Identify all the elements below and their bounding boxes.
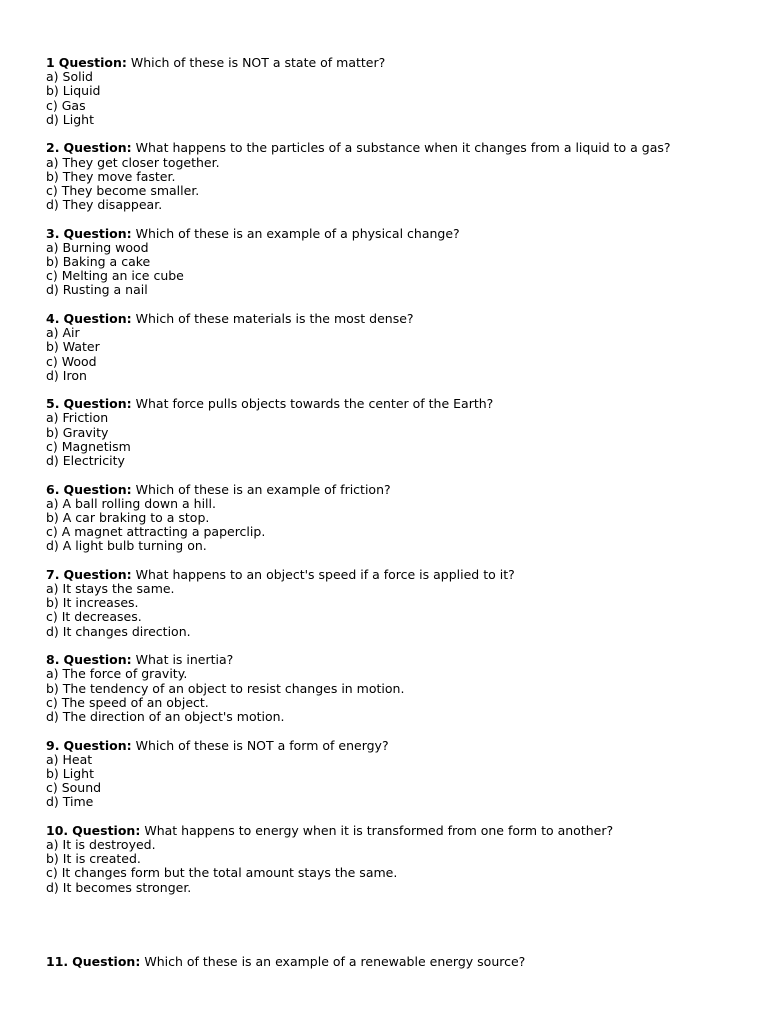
- question-number: 10.: [46, 822, 69, 838]
- question-block: [46, 739, 746, 810]
- question-number: 3.: [46, 225, 60, 241]
- answer-option: d) Electricity: [46, 453, 125, 469]
- question-text: Which of these is an example of a renewable energy source?: [144, 953, 526, 969]
- answer-option: a) They get closer together.: [46, 154, 220, 170]
- answer-option: d) Rusting a nail: [46, 282, 148, 298]
- question-text: Which of these is NOT a form of energy?: [135, 737, 389, 753]
- answer-option: a) A ball rolling down a hill.: [46, 495, 216, 511]
- question-label: Question:: [72, 822, 141, 838]
- question-label: Question:: [58, 55, 127, 70]
- answer-option: d) A light bulb turning on.: [46, 538, 207, 554]
- question-line: [46, 227, 746, 241]
- answer-option: b) It increases.: [46, 595, 139, 611]
- question-block: [46, 397, 746, 468]
- answer-option: c) Sound: [46, 780, 102, 796]
- question-number: 4.: [46, 310, 60, 326]
- question-number: 1: [46, 55, 55, 70]
- answer-option: d) They disappear.: [46, 197, 163, 213]
- answer-option: c) The speed of an object.: [46, 694, 209, 710]
- question-text: Which of these is an example of friction?: [135, 481, 391, 497]
- answer-option: a) Friction: [46, 410, 109, 426]
- question-label: Question:: [63, 652, 132, 668]
- question-text: What happens to the particles of a substance when it changes from a liquid to a gas?: [135, 140, 671, 156]
- answer-option: b) Light: [46, 765, 94, 781]
- question-number: 9.: [46, 737, 60, 753]
- question-line: [46, 56, 746, 70]
- question-number: 7.: [46, 566, 60, 582]
- answer-option: d) It becomes stronger.: [46, 879, 192, 895]
- question-block: [46, 227, 746, 298]
- question-line: [46, 141, 746, 155]
- question-line: [46, 653, 746, 667]
- answer-option: c) Wood: [46, 353, 97, 369]
- question-line: [46, 397, 746, 411]
- question-line: [46, 824, 746, 838]
- question-line: [46, 312, 746, 326]
- question-number: 8.: [46, 652, 60, 668]
- answer-option: b) Baking a cake: [46, 254, 151, 270]
- question-label: Question:: [63, 140, 132, 156]
- question-label: Question:: [63, 396, 132, 412]
- question-line: [46, 568, 746, 582]
- question-block: [46, 955, 746, 969]
- answer-option: c) They become smaller.: [46, 182, 200, 198]
- answer-option: d) The direction of an object's motion.: [46, 709, 285, 724]
- question-text: What happens to an object's speed if a force is applied to it?: [135, 566, 515, 582]
- answer-option: a) Heat: [46, 751, 93, 767]
- answer-option: a) The force of gravity.: [46, 666, 188, 682]
- question-number: 11.: [46, 953, 69, 969]
- answer-option: b) Water: [46, 339, 100, 355]
- answer-option: c) It decreases.: [46, 609, 142, 625]
- answer-option: b) It is created.: [46, 851, 141, 867]
- question-number: 6.: [46, 481, 60, 497]
- question-block: [46, 312, 746, 383]
- question-number: 5.: [46, 396, 60, 412]
- answer-option: d) Iron: [46, 367, 87, 383]
- question-line: [46, 955, 746, 969]
- answer-option: b) Gravity: [46, 424, 109, 440]
- question-label: Question:: [63, 566, 132, 582]
- question-text: Which of these is an example of a physical change?: [135, 225, 460, 241]
- question-text: What force pulls objects towards the center of the Earth?: [135, 396, 494, 412]
- answer-option: a) It stays the same.: [46, 581, 175, 597]
- answer-option: b) They move faster.: [46, 168, 176, 184]
- question-label: Question:: [63, 737, 132, 753]
- answer-option: a) Solid: [46, 69, 93, 85]
- answer-option: a) Burning wood: [46, 239, 149, 255]
- answer-option: c) Gas: [46, 97, 86, 113]
- answer-option: b) A car braking to a stop.: [46, 509, 210, 525]
- answer-option: d) Time: [46, 794, 94, 810]
- question-block: [46, 483, 746, 554]
- question-block: [46, 824, 746, 895]
- question-line: [46, 739, 746, 753]
- question-block: [46, 653, 746, 724]
- answer-option: a) It is destroyed.: [46, 837, 156, 853]
- answer-option: b) Liquid: [46, 83, 101, 99]
- answer-option: b) The tendency of an object to resist changes in motion.: [46, 680, 405, 696]
- answer-option: a) Air: [46, 325, 80, 341]
- answer-option: d) It changes direction.: [46, 623, 191, 639]
- question-label: Question:: [72, 953, 141, 969]
- question-text: Which of these is NOT a state of matter?: [130, 55, 386, 70]
- quiz-document: [46, 56, 746, 983]
- answer-option: c) It changes form but the total amount stays the same.: [46, 865, 398, 881]
- question-label: Question:: [63, 310, 132, 326]
- question-block: [46, 141, 746, 212]
- answer-option: c) Melting an ice cube: [46, 268, 184, 284]
- question-block: [46, 568, 746, 639]
- question-label: Question:: [63, 481, 132, 497]
- answer-option: d) Light: [46, 111, 94, 127]
- question-label: Question:: [63, 225, 132, 241]
- question-number: 2.: [46, 140, 60, 156]
- question-line: [46, 483, 746, 497]
- answer-option: c) A magnet attracting a paperclip.: [46, 524, 266, 540]
- answer-option: c) Magnetism: [46, 438, 131, 454]
- question-block: [46, 56, 746, 127]
- question-text: Which of these materials is the most dense?: [135, 310, 414, 326]
- question-text: What is inertia?: [135, 652, 234, 668]
- question-text: What happens to energy when it is transformed from one form to another?: [144, 822, 614, 838]
